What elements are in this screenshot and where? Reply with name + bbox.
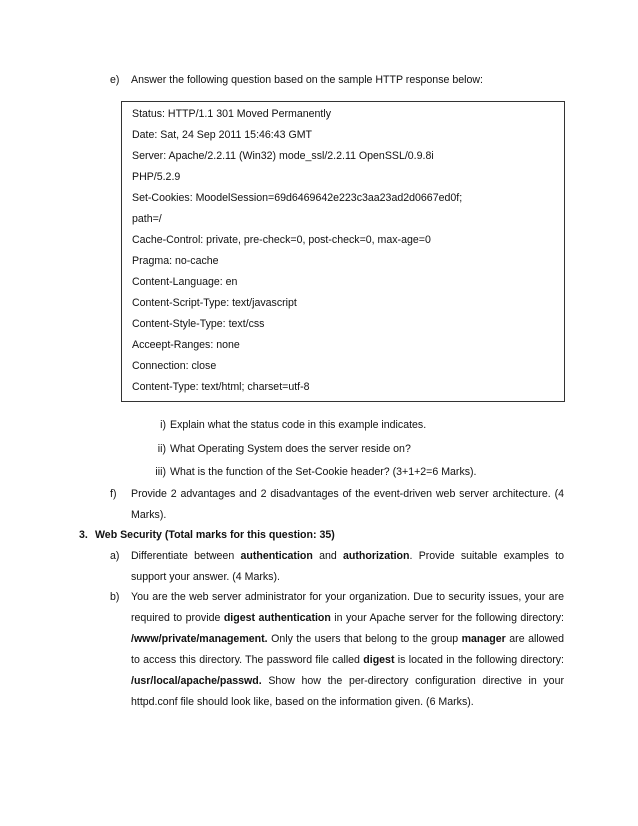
question-a-text: and <box>312 550 343 562</box>
term-authorization: authorization <box>343 550 410 562</box>
question-b-line4 <box>131 653 564 667</box>
question-e-marker: e) <box>110 74 120 86</box>
question-b-text: is located in the following directory: <box>394 654 564 666</box>
response-line: Content-Type: text/html; charset=utf-8 <box>132 381 310 393</box>
question-b-line5 <box>131 674 564 688</box>
question-a-line1 <box>131 549 564 563</box>
response-line: PHP/5.2.9 <box>132 171 181 183</box>
question-a-text: Differentiate between <box>131 550 241 562</box>
response-line: Pragma: no-cache <box>132 255 219 267</box>
response-line: Server: Apache/2.2.11 (Win32) mode_ssl/2.2.11 OpenSSL/0.9.8i <box>132 150 434 162</box>
subquestion-i-text: Explain what the status code in this example indicates. <box>170 419 427 431</box>
question-e-text: Answer the following question based on the sample HTTP response below: <box>131 74 483 86</box>
question-a-line2: support your answer. (4 Marks). <box>131 571 280 583</box>
question-a-marker: a) <box>110 550 120 562</box>
question-f-line1: Provide 2 advantages and 2 disadvantages of the event-driven web server architecture. (4 <box>131 488 564 500</box>
password-directory-path: /usr/local/apache/passwd. <box>131 675 262 687</box>
group-name: manager <box>461 633 506 645</box>
term-authentication: authentication <box>240 550 313 562</box>
question-b-line1: You are the web server administrator for your organization. Due to security issues, your are <box>131 591 564 603</box>
subquestion-iii-text: What is the function of the Set-Cookie header? (3+1+2=6 Marks). <box>170 466 477 478</box>
response-line: Cache-Control: private, pre-check=0, post-check=0, max-age=0 <box>132 234 431 246</box>
response-line: Set-Cookies: MoodelSession=69d6469642e223c3aa23ad2d0667ed0f; <box>132 192 463 204</box>
question-b-text: Only the users that belong to the group <box>267 633 462 645</box>
response-line: Status: HTTP/1.1 301 Moved Permanently <box>132 108 332 120</box>
directory-path: /www/private/management. <box>131 633 268 645</box>
response-line: Content-Script-Type: text/javascript <box>132 297 297 309</box>
subquestion-ii-text: What Operating System does the server reside on? <box>170 443 411 455</box>
response-line: Content-Language: en <box>132 276 238 288</box>
response-line: Connection: close <box>132 360 217 372</box>
question-b-line2 <box>131 611 564 625</box>
question-b-text: are allowed <box>505 633 565 645</box>
question-b-line6: httpd.conf file should look like, based on the information given. (6 Marks). <box>131 696 474 708</box>
section-3-title: Web Security (Total marks for this question: 35) <box>95 529 335 541</box>
question-b-line3 <box>131 632 564 646</box>
question-a-text: . Provide suitable examples to <box>409 550 564 562</box>
subquestion-ii-marker: ii) <box>157 443 166 455</box>
section-3-marker: 3. <box>79 529 88 541</box>
response-line: Content-Style-Type: text/css <box>132 318 265 330</box>
subquestion-i-marker: i) <box>160 419 166 431</box>
subquestion-iii-marker: iii) <box>155 466 166 478</box>
question-f-line2: Marks). <box>131 509 167 521</box>
question-b-text: required to provide <box>131 612 224 624</box>
response-line: path=/ <box>132 213 162 225</box>
question-b-marker: b) <box>110 591 120 603</box>
http-response-box <box>121 101 565 402</box>
question-b-text: Show how the per-directory configuration directive in your <box>261 675 564 687</box>
question-f-marker: f) <box>110 488 117 500</box>
response-line: Date: Sat, 24 Sep 2011 15:46:43 GMT <box>132 129 313 141</box>
response-line: Acceept-Ranges: none <box>132 339 240 351</box>
term-digest-authentication: digest authentication <box>223 612 331 624</box>
password-file-name: digest <box>363 654 395 666</box>
question-b-text: to access this directory. The password file called <box>131 654 364 666</box>
question-b-text: in your Apache server for the following directory: <box>330 612 564 624</box>
